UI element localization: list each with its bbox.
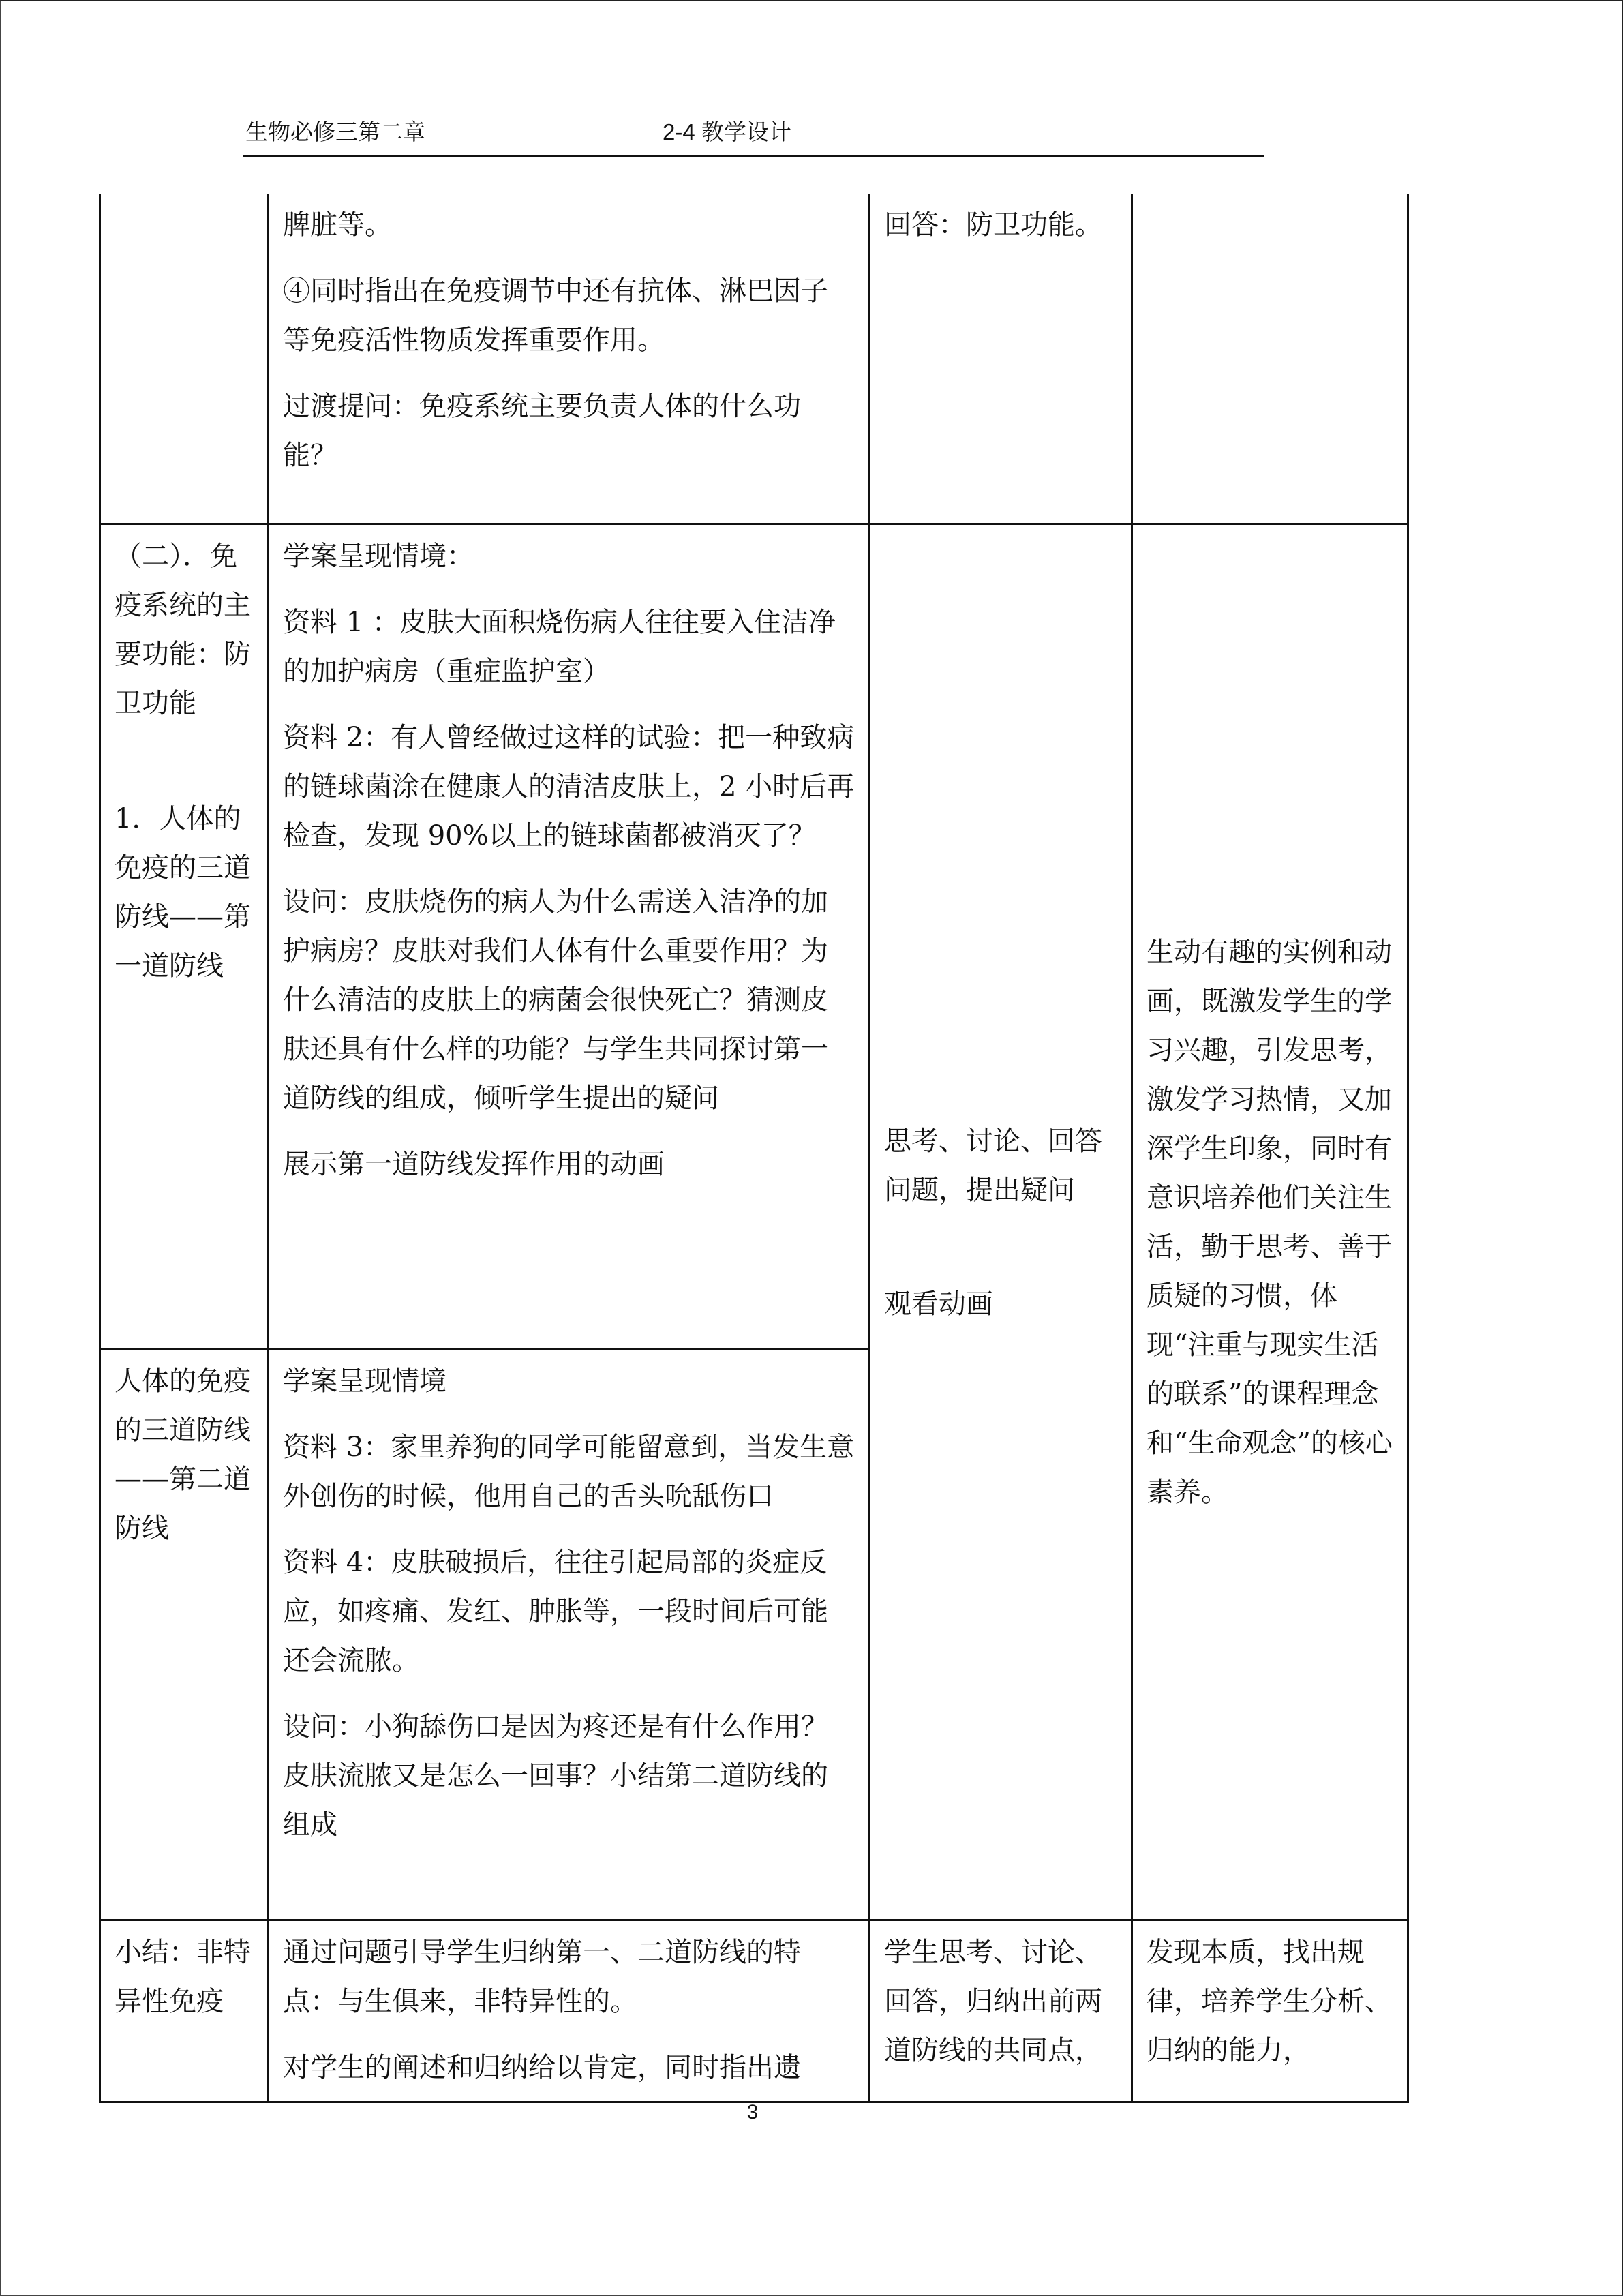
teacher-paragraph: 展示第一道防线发挥作用的动画 bbox=[283, 1148, 665, 1180]
design-intent-text: 生动有趣的实例和动画，既激发学生的学习兴趣，引发思考，激发学习热情，又加深学生印象，同时有意识培养他们关注生活，勤于思考、善于质疑的习惯，体现“注重与现实生活的联系”的课程理念和“生命观念”的核心素养。 bbox=[1147, 937, 1393, 1508]
design-intent-cell-empty bbox=[1132, 194, 1408, 524]
teacher-paragraph: 过渡提问：免疫系统主要负责人体的什么功能？ bbox=[283, 391, 801, 471]
student-activity-cell bbox=[870, 524, 1132, 1920]
teacher-paragraph: 资料 1 ：皮肤大面积烧伤病人往往要入住洁净的加护病房（重症监护室） bbox=[283, 606, 836, 687]
topic-cell bbox=[100, 1920, 269, 2102]
header-rule bbox=[243, 155, 1264, 157]
table-row bbox=[100, 524, 1408, 1348]
topic-heading: 1．人体的免疫的三道防线——第一道防线 bbox=[115, 802, 251, 982]
student-paragraph: 思考、讨论、回答问题，提出疑问 bbox=[884, 1125, 1102, 1206]
teacher-paragraph: 资料 2：有人曾经做过这样的试验：把一种致病的链球菌涂在健康人的清洁皮肤上，2 小时后再检查，发现 90%以上的链球菌都被消灭了？ bbox=[283, 721, 855, 851]
design-intent-cell bbox=[1132, 1920, 1408, 2102]
student-paragraph: 观看动画 bbox=[884, 1288, 993, 1320]
table-row bbox=[100, 194, 1408, 524]
teacher-paragraph: 通过问题引导学生归纳第一、二道防线的特点：与生俱来，非特异性的。 bbox=[283, 1936, 801, 2017]
teacher-paragraph: 设问：小狗舔伤口是因为疼还是有什么作用？皮肤流脓又是怎么一回事？小结第二道防线的组成 bbox=[283, 1710, 828, 1841]
teacher-paragraph: 对学生的阐述和归纳给以肯定，同时指出遗 bbox=[283, 2051, 801, 2083]
teacher-paragraph: ④同时指出在免疫调节中还有抗体、淋巴因子等免疫活性物质发挥重要作用。 bbox=[283, 275, 828, 356]
design-intent-cell bbox=[1132, 524, 1408, 1920]
table-row bbox=[100, 1920, 1408, 2102]
topic-cell-empty bbox=[100, 194, 269, 524]
teacher-activity-cell bbox=[269, 1348, 870, 1920]
student-paragraph: 回答：防卫功能。 bbox=[884, 209, 1102, 241]
topic-heading: 小结：非特异性免疫 bbox=[115, 1936, 251, 2017]
student-activity-cell bbox=[870, 1920, 1132, 2102]
topic-heading: 人体的免疫的三道防线——第二道防线 bbox=[115, 1365, 251, 1544]
teacher-paragraph: 资料 4：皮肤破损后，往往引起局部的炎症反应，如疼痛、发红、肿胀等，一段时间后可能还会流脓。 bbox=[283, 1546, 828, 1676]
teacher-activity-cell bbox=[269, 194, 870, 524]
topic-heading: （二）．免疫系统的主要功能：防卫功能 bbox=[115, 540, 251, 719]
lesson-plan-table bbox=[99, 194, 1409, 2103]
student-activity-cell bbox=[870, 194, 1132, 524]
page-number: 3 bbox=[746, 2101, 759, 2124]
teacher-paragraph: 脾脏等。 bbox=[283, 209, 392, 241]
teacher-paragraph: 学案呈现情境： bbox=[283, 540, 474, 572]
teacher-paragraph: 学案呈现情境 bbox=[283, 1365, 446, 1397]
teacher-activity-cell bbox=[269, 524, 870, 1348]
student-paragraph: 学生思考、讨论、回答，归纳出前两道防线的共同点， bbox=[884, 1936, 1102, 2066]
teacher-paragraph: 设问：皮肤烧伤的病人为什么需送入洁净的加护病房？皮肤对我们人体有什么重要作用？为什么清洁的皮肤上的病菌会很快死亡？猜测皮肤还具有什么样的功能？与学生共同探讨第一道防线的组成，倾听学生提出的疑问 bbox=[283, 886, 828, 1114]
header-section-title: 2-4 教学设计 bbox=[663, 119, 791, 145]
design-intent-text: 发现本质，找出规律，培养学生分析、归纳的能力， bbox=[1147, 1936, 1392, 2066]
page-header bbox=[243, 115, 1264, 155]
teacher-paragraph: 资料 3：家里养狗的同学可能留意到，当发生意外创伤的时候，他用自己的舌头吮舐伤口 bbox=[283, 1431, 855, 1512]
topic-cell bbox=[100, 524, 269, 1348]
header-course-title: 生物必修三第二章 bbox=[245, 119, 425, 145]
teacher-activity-cell bbox=[269, 1920, 870, 2102]
topic-cell bbox=[100, 1348, 269, 1920]
